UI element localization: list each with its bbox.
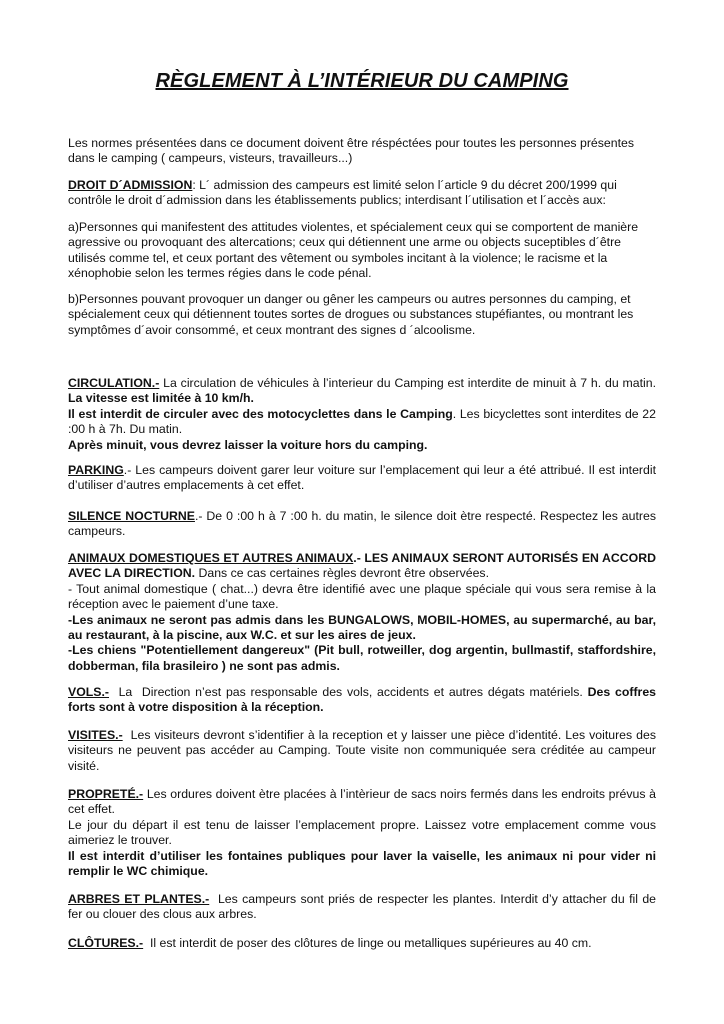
section-animaux xyxy=(68,551,656,674)
section-circulation xyxy=(68,376,656,453)
proprete-paragraph-1 xyxy=(68,787,656,818)
proprete-text-1: Les ordures doivent ètre placées à l’intèrieur de sacs noirs fermés dans les endroits prévus à cet effet. xyxy=(68,787,656,817)
section-silence xyxy=(68,509,656,540)
parking-text: .- Les campeurs doivent garer leur voiture sur l’emplacement qui leur a été attribué. Il est interdit d’utiliser d’autres emplacements à cet effet. xyxy=(68,463,656,493)
circulation-text-1: La circulation de véhicules à l’interieur du Camping est interdite de minuit à 7 h. du matin. xyxy=(159,376,656,390)
circulation-heading: CIRCULATION.- xyxy=(68,376,160,390)
parking-paragraph xyxy=(68,463,656,494)
droit-clause-b xyxy=(68,292,656,338)
proprete-paragraph-2: Le jour du départ il est tenu de laisser l’emplacement propre. Laissez votre emplacement comme vous aimeriez le trouver. xyxy=(68,817,656,848)
circulation-bold-3: Après minuit, vous devrez laisser la voiture hors du camping. xyxy=(68,437,428,452)
page-title: RÈGLEMENT À L’INTÉRIEUR DU CAMPING xyxy=(155,70,569,92)
section-clotures xyxy=(68,936,656,951)
proprete-paragraph-3: Il est interdit d’utiliser les fontaines publiques pour laver la vaiselle, les animaux ni pour vider ni remplir le WC chimique. xyxy=(68,848,656,879)
section-proprete xyxy=(68,787,656,879)
visites-paragraph xyxy=(68,728,660,774)
circulation-paragraph-1 xyxy=(68,376,656,407)
animaux-paragraph-3: -Les animaux ne seront pas admis dans les BUNGALOWS, MOBIL-HOMES, au supermarché, au bar, au restaurant, à la piscine, aux W.C. et sur les aires de jeux. xyxy=(68,612,656,643)
circulation-bold-2: Il est interdit de circuler avec des motocyclettes dans le Camping xyxy=(68,406,453,421)
arbres-heading: ARBRES ET PLANTES.- xyxy=(68,892,210,906)
intro-paragraph xyxy=(68,136,656,167)
section-parking xyxy=(68,463,656,494)
vols-heading: VOLS.- xyxy=(68,685,109,699)
clotures-paragraph xyxy=(68,936,656,951)
animaux-paragraph-4: -Les chiens "Potentiellement dangereux" (Pit bull, rotweiller, dog argentin, bullmastif, staffordshire, dobberman, fila brasileiro ) ne sont pas admis. xyxy=(68,643,656,673)
animaux-heading: ANIMAUX DOMESTIQUES ET AUTRES ANIMAUX xyxy=(68,551,354,565)
arbres-paragraph xyxy=(68,892,660,923)
section-visites xyxy=(68,728,660,774)
clotures-text: Il est interdit de poser des clôtures de linge ou metalliques supérieures au 40 cm. xyxy=(143,936,592,950)
proprete-heading: PROPRETÉ.- xyxy=(68,787,144,801)
vols-paragraph xyxy=(68,685,656,716)
visites-heading: VISITES.- xyxy=(68,728,123,742)
silence-heading: SILENCE NOCTURNE xyxy=(68,509,195,523)
visites-text: Les visiteurs devront s’identifier à la reception et y laisser une pièce d’identité. Les voitures des visiteurs ne peuvent pas accéder au Camping. Toute visite non communiquée sera créditée au campeur visité. xyxy=(68,728,660,773)
animaux-bold-1: .- LES ANIMAUX SERONT AUTORISÉS EN ACCORD AVEC LA DIRECTION. xyxy=(68,551,656,581)
section-droit-admission xyxy=(68,178,656,209)
silence-text: .- De 0 :00 h à 7 :00 h. du matin, le silence doit ètre respecté. Respectez les autres campeurs. xyxy=(68,509,656,539)
circulation-paragraph-2 xyxy=(68,407,656,438)
parking-heading: PARKING xyxy=(68,463,124,477)
droit-clause-a xyxy=(68,220,656,282)
animaux-paragraph-1 xyxy=(68,551,656,582)
droit-heading: DROIT D´ADMISSION xyxy=(68,178,193,192)
circulation-paragraph-3 xyxy=(68,438,656,453)
vols-bold: Des coffres forts sont à votre disposition à la réception. xyxy=(68,685,656,715)
silence-paragraph xyxy=(68,509,656,540)
animaux-paragraph-2: - Tout animal domestique ( chat...) devra être identifié avec une plaque spéciale qui vous sera remise à la réception avec le paiement d’une taxe. xyxy=(68,581,656,612)
vols-text: La Direction n’est pas responsable des vols, accidents et autres dégats matériels. xyxy=(109,685,588,699)
droit-a-text: a)Personnes qui manifestent des attitudes violentes, et spécialement ceux qui se comportent de manière agressive ou provoquant des altercations; ceux qui détiennent une arme ou objects suceptibles d´être utilisés comme tel, et ceux portant des vêtement ou symboles incitant à la violence; le racisme et la xénophobie selon les termes régies dans le code pénal. xyxy=(68,220,639,281)
arbres-text: Les campeurs sont priés de respecter les plantes. Interdit d’y attacher du fil de fer ou clouer des clous aux arbres. xyxy=(68,892,660,922)
circulation-bold-1: La vitesse est limitée à 10 km/h. xyxy=(68,391,254,406)
droit-b-text: b)Personnes pouvant provoquer un danger ou gêner les campeurs ou autres personnes du camping, et spécialement ceux qui détiennent toutes sortes de drogues ou substances stupéfiantes, ou montrant les symptômes d´avoir consommé, et ceux montrant des signes d ´alcoolisme. xyxy=(68,292,634,337)
circulation-text-2: . Les bicyclettes sont interdites de 22 :00 h à 7h. Du matin. xyxy=(68,406,656,437)
section-arbres xyxy=(68,892,660,923)
droit-paragraph xyxy=(68,178,656,209)
intro-text: Les normes présentées dans ce document doivent être réspéctées pour toutes les personnes présentes dans le camping ( campeurs, visteurs, travailleurs...) xyxy=(68,136,634,166)
clotures-heading: CLÔTURES.- xyxy=(68,936,144,950)
animaux-text-1: Dans ce cas certaines règles devront être observées. xyxy=(195,566,489,581)
section-vols xyxy=(68,685,656,716)
droit-text: : L´ admission des campeurs est limité selon l´article 9 du décret 200/1999 qui contrôle le droit d´admission dans les établissements publics; interdisant l´utilisation et l´accès aux: xyxy=(68,178,617,208)
